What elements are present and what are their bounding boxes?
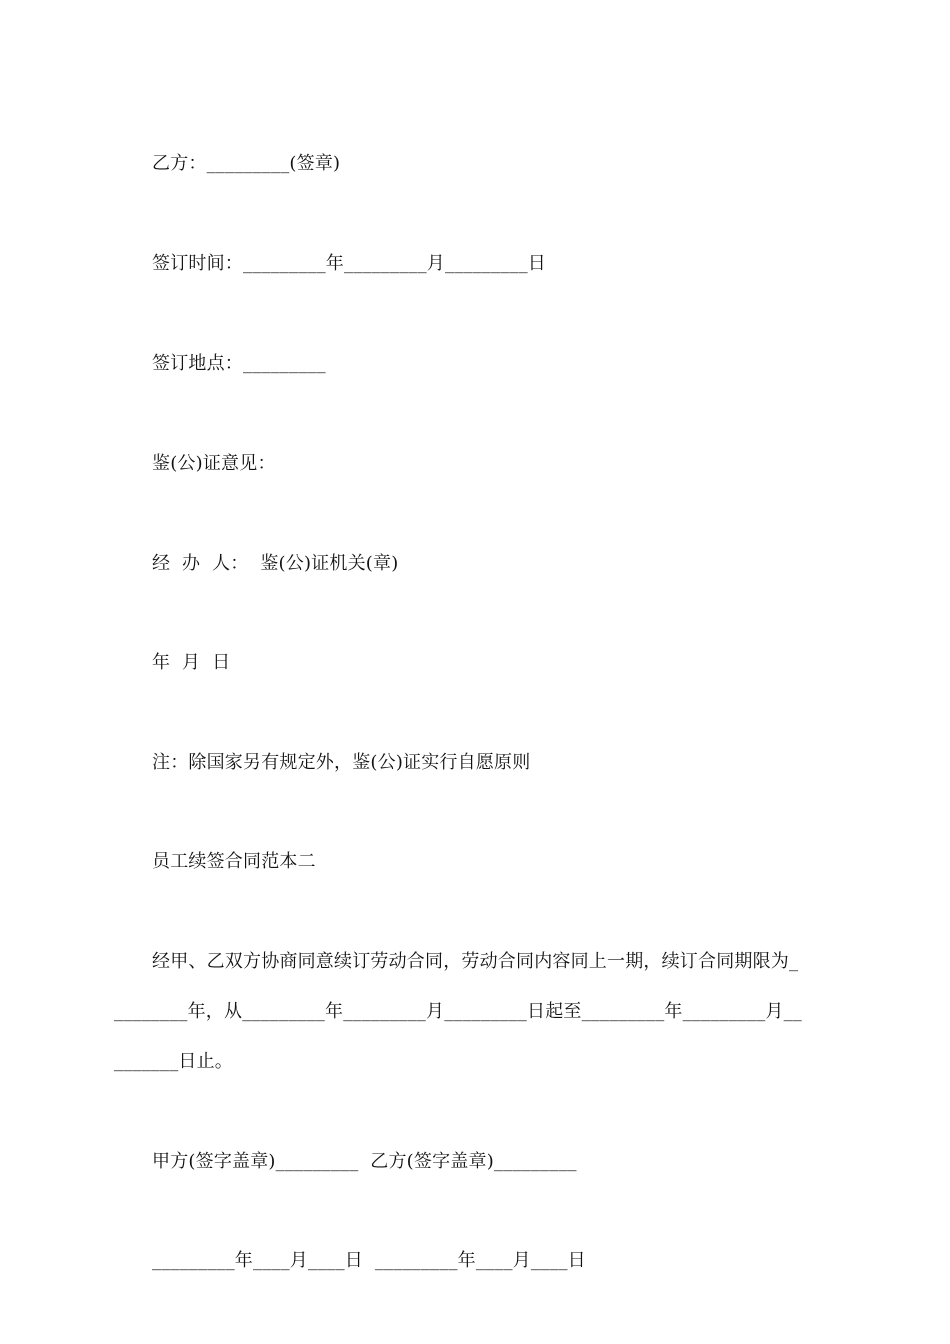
signatures-line: 甲方(签字盖章)_________ 乙方(签字盖章)_________: [152, 1151, 577, 1172]
renewal-paragraph-line-3: _______日止。: [114, 1051, 233, 1072]
handler-line: 经 办 人： 鉴(公)证机关(章): [152, 553, 399, 574]
party-b-signature-line: 乙方：_________(签章): [152, 153, 341, 174]
notary-opinion-line: 鉴(公)证意见：: [152, 453, 276, 474]
renewal-paragraph-line-2: ________年，从_________年_________月_________日起至_________年_________月__: [114, 1001, 802, 1022]
template-title: 员工续签合同范本二: [152, 851, 316, 872]
sign-time-line: 签订时间：_________年_________月_________日: [152, 253, 546, 274]
renewal-paragraph-line-1: 经甲、乙双方协商同意续订劳动合同，劳动合同内容同上一期，续订合同期限为_: [152, 951, 799, 972]
sign-place-line: 签订地点：_________: [152, 353, 326, 374]
note-line: 注：除国家另有规定外，鉴(公)证实行自愿原则: [152, 752, 531, 773]
date-blank-line: 年 月 日: [152, 652, 231, 673]
signature-dates-line: _________年____月____日 _________年____月____日: [152, 1250, 586, 1271]
